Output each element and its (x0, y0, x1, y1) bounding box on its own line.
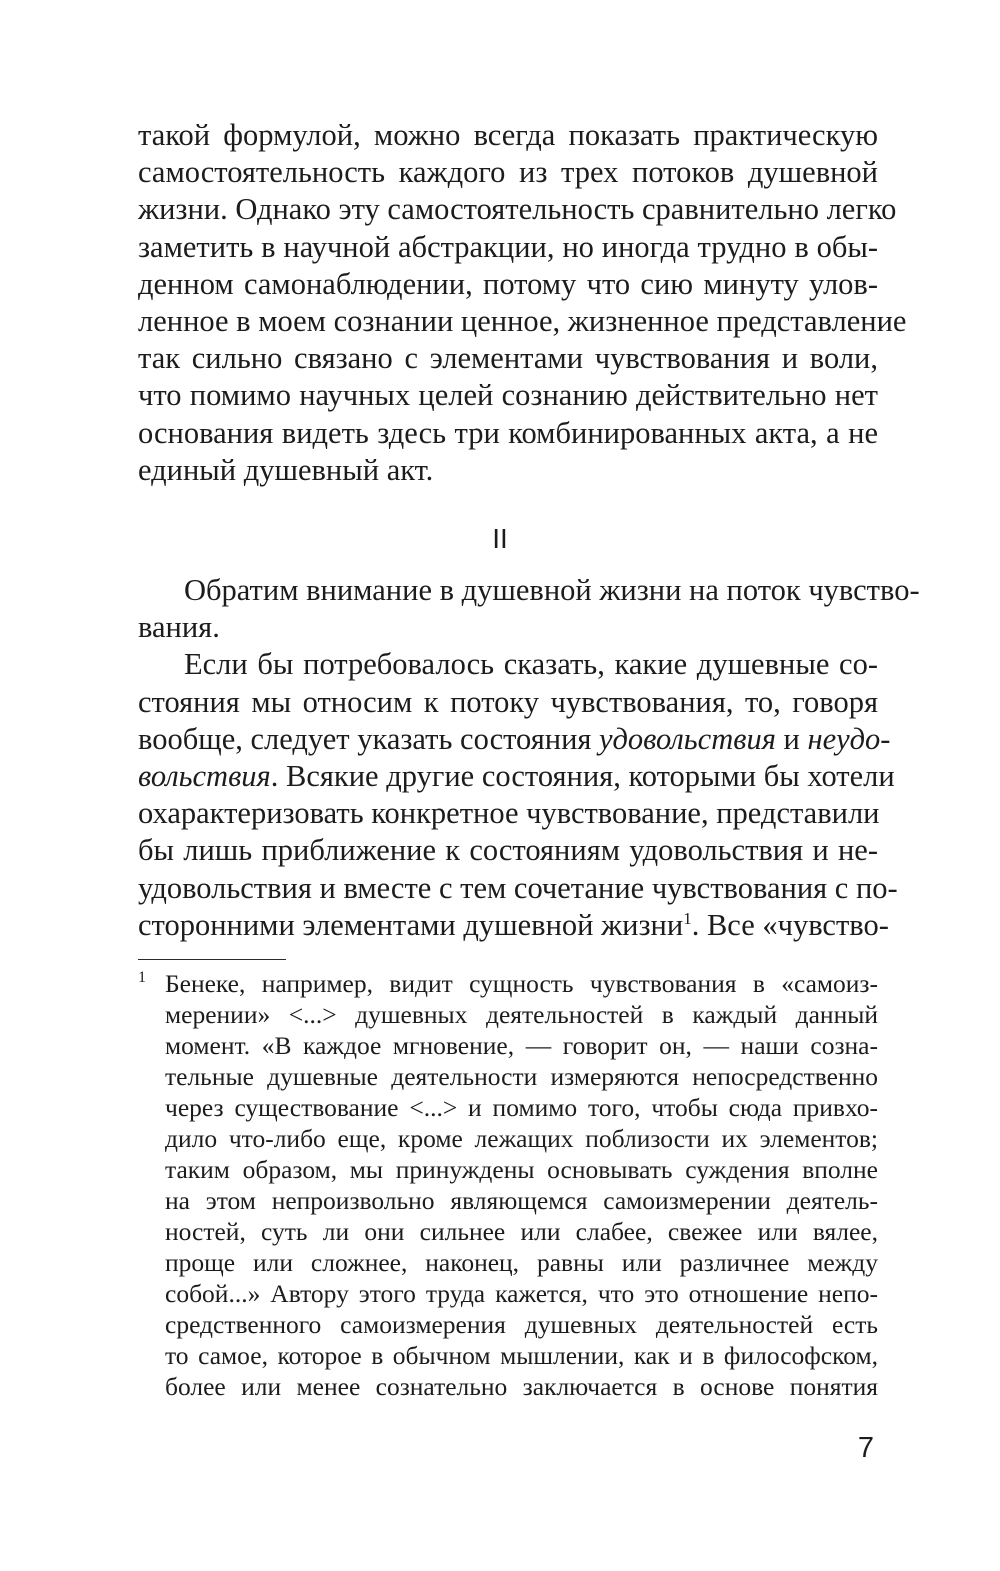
text-line: заметить в научной абстракции, но иногда трудно в обы- (138, 229, 878, 264)
text-line: вания. (138, 610, 220, 645)
footnote-reference[interactable]: 1 (683, 908, 692, 928)
text-line: такой формулой, можно всегда показать практическую (138, 118, 878, 152)
text-line: единый душевный акт. (138, 452, 434, 487)
text-line: удовольствия и вместе с тем сочетание чувствования с по- (138, 870, 898, 905)
text-line: ленное в моем сознании ценное, жизненное представление (138, 303, 907, 338)
section-heading: II (492, 523, 508, 554)
footnote-line: дило что-либо еще, кроме лежащих поблизости их элементов; (165, 1124, 878, 1153)
text-line: Обратим внимание в душевной жизни на поток чувство- (184, 573, 920, 607)
text-line (138, 907, 889, 944)
text-line: охарактеризовать конкретное чувствование, представили (138, 796, 880, 831)
text-line: что помимо научных целей сознанию действительно нет (138, 378, 878, 413)
footnote-body (165, 968, 878, 1402)
footnote-line: момент. «В каждое мгновение, — говорит он, — наши созна- (165, 1031, 878, 1060)
footnote-line: Бенеке, например, видит сущность чувствования в «самоиз- (165, 969, 878, 998)
text-line: стояния мы относим к потоку чувствования, то, говоря (138, 684, 878, 719)
page-number: 7 (857, 1432, 874, 1464)
text-run: . Все «чувство- (691, 907, 889, 942)
footnote-line: собой...» Автору этого труда кажется, что это отношение непо- (165, 1279, 878, 1308)
text-line: денном самонаблюдении, потому что сию минуту улов- (138, 266, 878, 301)
footnote-line: через существование <...> и помимо того, чтобы сюда привхо- (165, 1093, 878, 1122)
text-line (138, 758, 895, 795)
footnote-line: мерении» <...> душевных деятельностей в каждый данный (165, 1000, 878, 1029)
footnote-line: средственного самоизмерения душевных деятельностей есть (165, 1310, 878, 1339)
text-run: . Всякие другие состояния, которыми бы хотели (270, 758, 895, 793)
footnote-line: тельные душевные деятельности измеряются непосредственно (165, 1062, 878, 1091)
italic-term: вольствия (138, 758, 271, 793)
text-line: жизни. Однако эту самостоятельность сравнительно легко (138, 192, 897, 227)
body-paragraphs (138, 572, 920, 944)
footnote-divider (138, 959, 286, 960)
text-run: сторонними элементами душевной жизни (138, 907, 684, 942)
text-run: и (775, 721, 808, 756)
text-line: Если бы потребовалось сказать, какие душевные со- (184, 647, 878, 682)
footnote-marker: 1 (138, 969, 146, 986)
footnote-line: то самое, которое в обычном мышлении, как и в философском, (165, 1341, 878, 1370)
footnote (138, 968, 878, 1402)
text-line: основания видеть здесь три комбинированных акта, а не (138, 415, 878, 450)
top-paragraph (138, 117, 907, 489)
italic-term: удовольствия (599, 721, 776, 756)
footnote-line: ностей, суть ли они сильнее или слабее, свежее или вялее, (165, 1217, 878, 1246)
text-run: вообще, следует указать состояния (138, 721, 600, 756)
italic-term: неудо- (807, 721, 891, 756)
footnote-line: таким образом, мы принуждены основывать суждения вполне (165, 1155, 878, 1184)
text-line: бы лишь приближение к состояниям удовольствия и не- (138, 833, 878, 868)
footnote-line: проще или сложнее, наконец, равны или различнее между (165, 1248, 878, 1277)
footnote-line: более или менее сознательно заключается в основе понятия (165, 1372, 878, 1401)
text-line (138, 721, 891, 758)
text-line: так сильно связано с элементами чувствования и воли, (138, 341, 878, 376)
text-line: самостоятельность каждого из трех потоков душевной (138, 155, 878, 190)
footnote-line: на этом непроизвольно являющемся самоизмерении деятель- (165, 1186, 878, 1215)
